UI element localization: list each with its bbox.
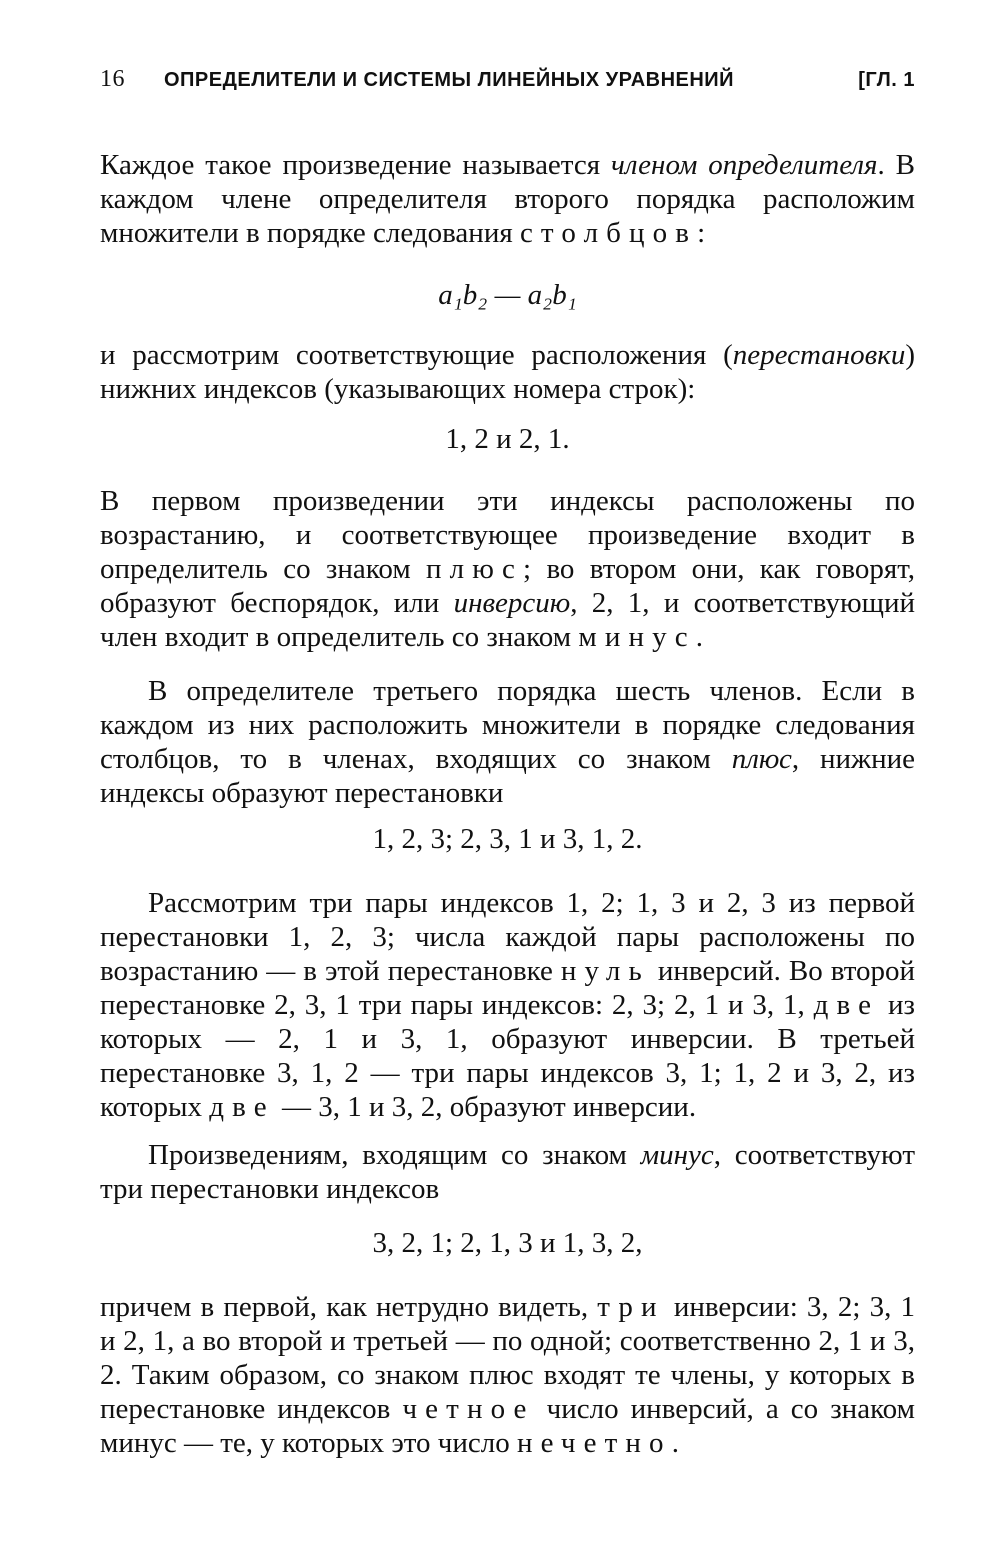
formula-minus-permutations: 3, 2, 1; 2, 1, 3 и 1, 3, 2,	[372, 1227, 643, 1259]
chapter-mark: [ГЛ. 1	[858, 69, 915, 91]
paragraph-1: Каждое такое произведение называется членом определителя. В каждом члене определителя второго порядка расположим множители в порядке следования столбцов:	[100, 149, 915, 249]
paragraph-6: Произведениям, входящим со знаком минус, соответствуют три перестановки индексов	[100, 1139, 915, 1205]
paragraph-5: Рассмотрим три пары индексов 1, 2; 1, 3 и 2, 3 из первой перестановки 1, 2, 3; числа каждой пары расположены по возрастанию — в этой перестановке нуль инверсий. Во второй перестановке 2, 3, 1 три пары индексов: 2, 3; 2, 1 и 3, 1, две из которых — 2, 1 и 3, 1, образуют инверсии. В третьей перестановке 3, 1, 2 — три пары индексов 3, 1; 1, 2 и 3, 2, из которых две — 3, 1 и 3, 2, образуют инверсии.	[100, 887, 916, 1123]
page-number: 16	[100, 66, 125, 92]
formula-ab: a₁b₂ — a₂b₁	[438, 279, 577, 311]
paragraph-4: В определителе третьего порядка шесть членов. Если в каждом из них расположить множители в порядке следования столбцов, то в членах, входящих со знаком плюс, нижние индексы образуют перестановки	[100, 675, 915, 809]
term-inversion: инверсию	[453, 587, 571, 619]
formula-plus-permutations: 1, 2, 3; 2, 3, 1 и 3, 1, 2.	[372, 823, 643, 855]
running-title: ОПРЕДЕЛИТЕЛИ И СИСТЕМЫ ЛИНЕЙНЫХ УРАВНЕНИЙ	[164, 69, 735, 91]
term-permutations: перестановки	[732, 339, 906, 371]
paragraph-7: причем в первой, как нетрудно видеть, три инверсии: 3, 2; 3, 1 и 2, 1, а во второй и третьей — по одной; соответственно 2, 1 и 3, 2. Таким образом, со знаком плюс входят те члены, у которых в перестановке индексов четное число инверсий, а со знаком минус — те, у которых это число нечетно.	[100, 1291, 915, 1459]
paragraph-2: и рассмотрим соответствующие расположения (перестановки) нижних индексов (указывающих номера строк):	[100, 339, 915, 405]
formula-indices-2: 1, 2 и 2, 1.	[445, 423, 570, 455]
term-determinant-member: членом определителя	[610, 149, 878, 181]
paragraph-3: В первом произведении эти индексы расположены по возрастанию, и соответствующее произведение входит в определитель со знаком плюс; во втором они, как говорят, образуют беспорядок, или инверсию, 2, 1, и соответствующий член входит в определитель со знаком минус.	[100, 485, 916, 653]
spaced-word: столбцов	[519, 217, 698, 249]
